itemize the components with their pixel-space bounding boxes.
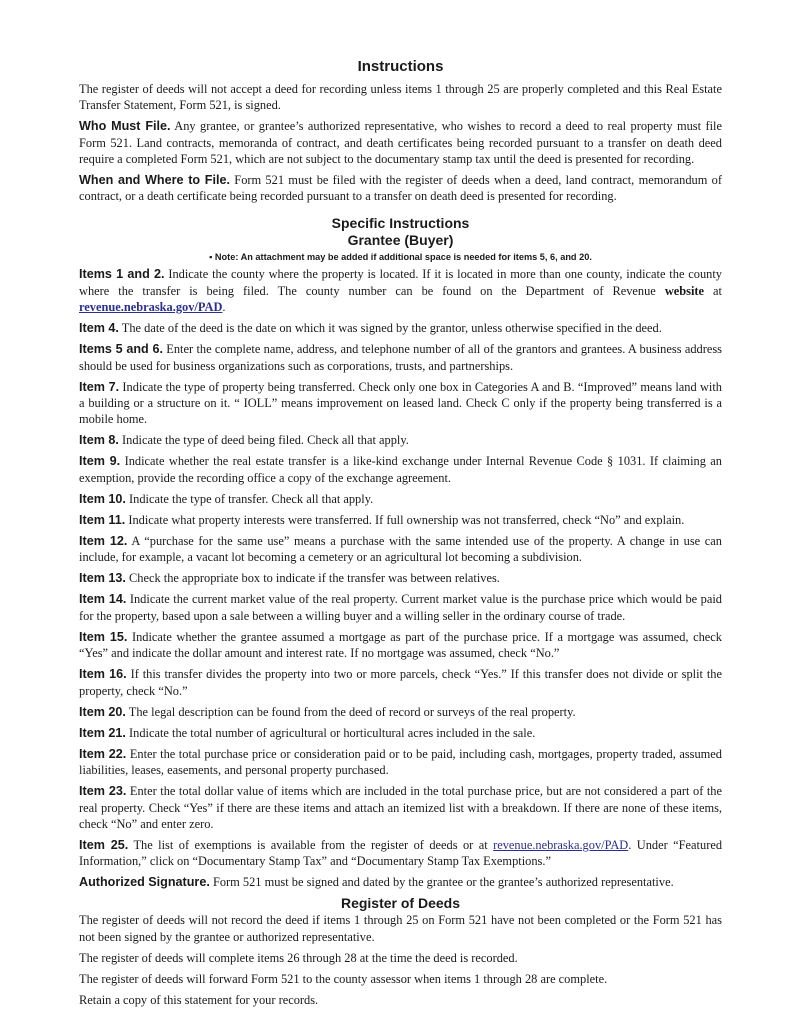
who-must-file-lead: Who Must File. [79,119,171,134]
item-13-lead: Item 13. [79,571,126,586]
item-12-text: A “purchase for the same use” means a purchase with the same intended use of the property. A change in use can include, for example, a vacant lot becoming a cemetery or an agricultural lot becoming a subdivision. [79,534,722,565]
instructions-heading: Instructions [357,58,444,75]
item-12-lead: Item 12. [79,534,128,548]
item-21 [79,725,722,741]
item-21-lead: Item 21. [79,725,126,740]
item-9-lead: Item 9. [79,454,121,469]
who-must-file [79,118,722,167]
item-13 [79,570,722,586]
item-9 [79,453,722,486]
item-15 [79,629,722,662]
item-22-lead: Item 22. [79,746,127,761]
items-1-2-at: at [713,283,722,298]
item-20 [79,704,722,720]
website-label: website [664,283,705,298]
item-14 [79,591,722,624]
item-11-text: Indicate what property interests were transferred. If full ownership was not transferred, check “No” and explain. [128,512,685,527]
who-must-file-text: Any grantee, or grantee’s authorized representative, who wishes to record a deed to real property must file Form 521. Land contracts, memoranda of contract, and death certificates being recorded pursuant to a transfer on death deed require a completed Form 521, which are not subject to the documentary stamp tax until the deed is presented for recording. [79,119,722,166]
item-25-text: The list of exemptions is available from the register of deeds or at [133,837,488,852]
item-16-text: If this transfer divides the property into two or more parcels, check “Yes.” If this transfer does not divide or split the property, check “No.” [79,667,722,698]
attachment-note: ▪ Note: An attachment may be added if additional space is needed for items 5, 6, and 20. [209,252,592,263]
register-paragraph-3: The register of deeds will forward Form 521 to the county assessor when items 1 through 28 are complete. [79,971,608,986]
item-23-lead: Item 23. [79,784,127,799]
items-1-2 [79,266,722,315]
item-4 [79,320,722,336]
item-10-lead: Item 10. [79,491,126,506]
item-16-lead: Item 16. [79,667,127,682]
item-7-text: Indicate the type of property being transferred. Check only one box in Categories A and B. “Improved” means land with a building or a structure on it. “ IOLL” means improvement on leased land. Check C only if the property being transferred is a mobile home. [79,379,722,427]
item-25-end: . Under “Featured Information,” click on “Documentary Stamp Tax” and “Documentary Stamp Tax Exemptions.” [79,837,723,869]
item-22-text: Enter the total purchase price or consideration paid or to be paid, including cash, mortgages, property traded, assumed liabilities, leases, easements, and personal property purchased. [79,746,722,778]
item-4-lead: Item 4. [79,321,119,336]
when-where-lead: When and Where to File. [79,173,230,188]
instructions-page [79,58,722,1013]
item-8-lead: Item 8. [79,433,119,448]
item-14-lead: Item 14. [79,592,127,607]
items-5-6 [79,341,722,374]
item-10-text: Indicate the type of transfer. Check all that apply. [129,491,374,506]
item-20-lead: Item 20. [79,704,126,719]
item-14-text: Indicate the current market value of the real property. Current market value is the purchase price which would be paid for the property, based upon a sale between a willing buyer and a willing seller in the ordinary course of trade. [79,592,722,623]
items-1-2-text: Indicate the county where the property is located. If it is located in more than one county, indicate the county where the transfer is being filed. The county number can be found on the Department of Revenue [79,267,722,298]
item-8-text: Indicate the type of deed being filed. Check all that apply. [122,433,409,448]
grantee-buyer-heading: Grantee (Buyer) [347,232,454,249]
item-11-lead: Item 11. [79,512,126,527]
items-5-6-lead: Items 5 and 6. [79,342,163,357]
specific-instructions-heading: Specific Instructions [331,215,470,232]
item-16 [79,666,722,699]
revenue-pad-link-1[interactable]: revenue.nebraska.gov/PAD [79,300,223,315]
item-25 [79,837,722,870]
authorized-signature-text: Form 521 must be signed and dated by the grantee or the grantee’s authorized representative. [212,875,674,890]
revenue-pad-link-2[interactable]: revenue.nebraska.gov/PAD [493,837,629,852]
authorized-signature-lead: Authorized Signature. [79,875,210,890]
register-paragraph-4: Retain a copy of this statement for your records. [79,992,319,1007]
item-23-text: Enter the total dollar value of items which are included in the total purchase price, but are not considered a part of the real property. Check “Yes” if there are these items and attach an itemized list with a breakdown. If there are none of these items, check “No” and enter zero. [79,784,722,831]
item-10 [79,491,722,507]
item-21-text: Indicate the total number of agricultural or horticultural acres included in the sale. [129,725,536,740]
instructions-intro: The register of deeds will not accept a deed for recording unless items 1 through 25 are properly completed and this Real Estate Transfer Statement, Form 521, is signed. [79,82,722,113]
items-5-6-text: Enter the complete name, address, and telephone number of all of the grantors and grantees. A business address should be used for business organizations such as corporations, trusts, and partnerships. [79,342,722,373]
item-23 [79,783,722,832]
item-13-text: Check the appropriate box to indicate if the transfer was between relatives. [129,571,500,586]
item-15-lead: Item 15. [79,629,128,644]
item-9-text: Indicate whether the real estate transfer is a like-kind exchange under Internal Revenue Code § 1031. If claiming an exemption, provide the recording office a copy of the exchange agreement. [79,454,722,485]
when-where-to-file [79,172,722,205]
item-25-lead: Item 25. [79,837,129,852]
authorized-signature [79,874,722,890]
register-of-deeds-heading: Register of Deeds [340,895,461,912]
item-7 [79,379,722,428]
item-22 [79,746,722,779]
item-4-text: The date of the deed is the date on which it was signed by the grantor, unless otherwise specified in the deed. [121,321,662,336]
when-where-text: Form 521 must be filed with the register of deeds when a deed, land contract, memorandum of contract, or a death certificate being recorded pursuant to a transfer on death deed is presented for recording. [79,173,722,204]
register-paragraph-2: The register of deeds will complete items 26 through 28 at the time the deed is recorded. [79,950,518,965]
item-7-lead: Item 7. [79,379,120,394]
items-1-2-lead: Items 1 and 2. [79,267,165,282]
item-11 [79,512,722,528]
item-20-text: The legal description can be found from the deed of record or surveys of the real property. [128,704,576,719]
items-1-2-end: . [222,300,226,315]
register-paragraph-1: The register of deeds will not record the deed if items 1 through 25 on Form 521 have not been completed or the Form 521 has not been signed by the grantee or authorized representative. [79,913,722,944]
item-8 [79,432,722,448]
item-12 [79,533,722,566]
item-15-text: Indicate whether the grantee assumed a mortgage as part of the purchase price. If a mortgage was assumed, check “Yes” and indicate the dollar amount and interest rate. If no mortgage was assumed, check “No.” [79,629,722,661]
